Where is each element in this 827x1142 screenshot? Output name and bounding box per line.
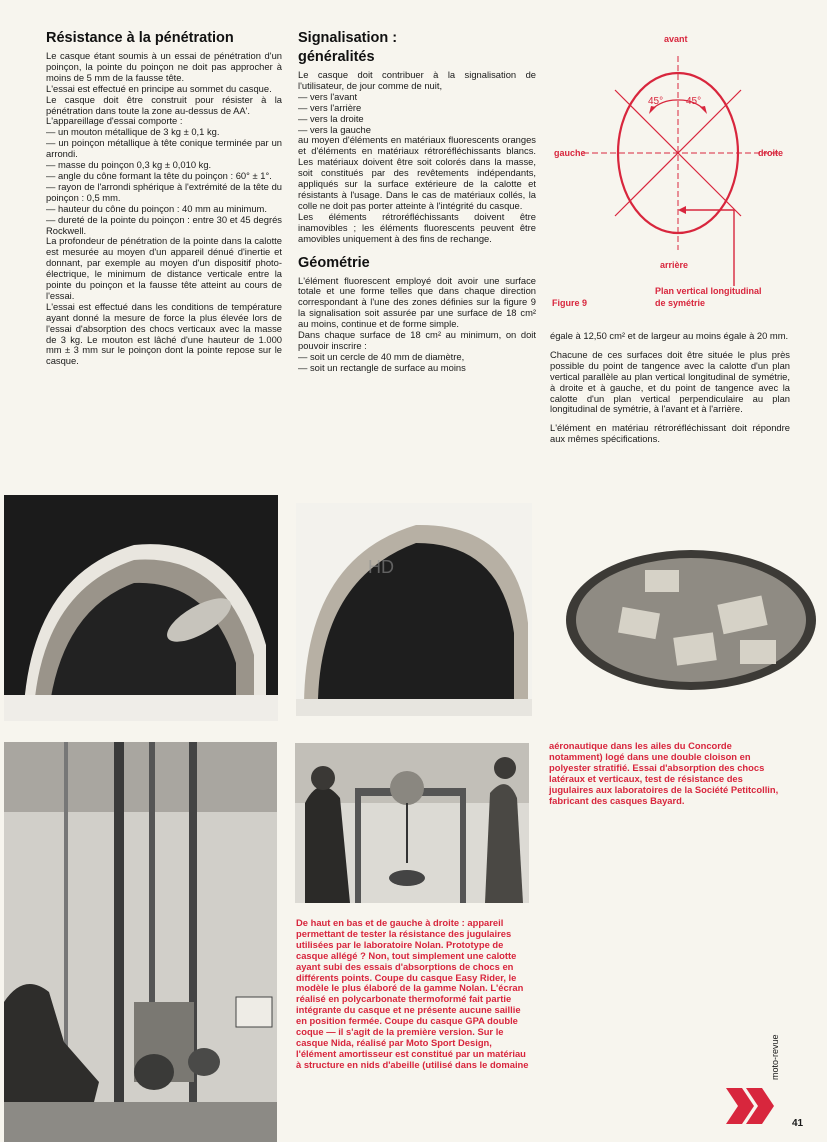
paragraph: L'élément fluorescent employé doit avoir une surface totale et une forme telles que dans chaque direction correspondant à l'une des zones définies sur la figure 9 la signalisation soit assurée par une surface de 18 cm² au moins, continue et de forme simple. — [298, 274, 536, 330]
paragraph: Les éléments rétroréfléchissants doivent être inamovibles ; les éléments fluorescents peuvent être amovibles uniquement à des fins de rechange. — [298, 210, 536, 244]
paragraph: — soit un rectangle de surface au moins — [298, 361, 466, 373]
label-gauche: gauche — [554, 148, 586, 158]
honeycomb-illustration — [560, 540, 822, 700]
photo-helmet-section-1 — [4, 495, 278, 721]
col1-text — [46, 51, 282, 367]
paragraph: L'élément en matériau rétroréfléchissant doit répondre aux mêmes spécifications. — [550, 422, 790, 445]
column-right — [550, 331, 790, 445]
logo-arrows-icon — [722, 1084, 778, 1128]
paragraph: — un poinçon métallique à tête conique terminée par un arrondi. — [46, 137, 282, 160]
paragraph: Dans chaque surface de 18 cm² au minimum, on doit pouvoir inscrire : — [298, 329, 536, 351]
paragraph: L'essai est effectué en principe au sommet du casque. — [46, 82, 272, 94]
figure-9-diagram — [548, 28, 798, 318]
caption-right: aéronautique dans les ailes du Concorde notamment) logé dans une double cloison en polyester stratifié. Essai d'absorption des chocs latéraux et verticaux, test de résistance des jugulaires aux laboratoires de la Société Petitcollin, fabricant des casques Bayard. — [549, 740, 779, 806]
label-arriere: arrière — [660, 260, 689, 270]
photo-lab-technicians — [295, 743, 529, 903]
paragraph: — vers la gauche — [298, 123, 371, 135]
helmet-cut-illustration-1 — [4, 495, 278, 721]
paragraph: — vers l'arrière — [298, 101, 362, 113]
magazine-name: moto-revue — [770, 1034, 780, 1080]
paragraph: — hauteur du cône du poinçon : 40 mm au minimum. — [46, 202, 267, 214]
label-angle-right: 45° — [686, 96, 702, 107]
paragraph: Le casque doit être construit pour résister à la pénétration dans toute la zone au-dessus de AA'. — [46, 93, 282, 116]
photo-helmet-section-2 — [296, 503, 532, 716]
label-plan-line2: de symétrie — [655, 298, 706, 308]
paragraph: égale à 12,50 cm² et de largeur au moins égale à 20 mm. — [550, 330, 789, 341]
paragraph: — masse du poinçon 0,3 kg ± 0,010 kg. — [46, 159, 212, 171]
paragraph: — dureté de la pointe du poinçon : entre 30 et 45 degrés Rockwell. — [46, 213, 282, 236]
heading-penetration: Résistance à la pénétration — [46, 30, 234, 46]
paragraph: Chacune de ces surfaces doit être située le plus près possible du point de tangence avec la calotte d'un plan vertical parallèle au plan vertical longitudinal de symétrie, à droite et à gauche, et du point de tangence avec la calotte d'un plan vertical perpendiculaire au plan longitudinal de symétrie, à l'avant et à l'arrière. — [550, 348, 790, 415]
test-rig-illustration — [4, 742, 277, 1142]
label-plan-line1: Plan vertical longitudinal — [655, 286, 762, 296]
col2-text — [298, 70, 536, 245]
helmet-cut-illustration-2 — [296, 503, 532, 716]
paragraph: — soit un cercle de 40 mm de diamètre, — [298, 350, 465, 362]
caption-center: De haut en bas et de gauche à droite : appareil permettant de tester la résistance des jugulaires utilisées par le laboratoire Nolan. Prototype de casque allégé ? Non, tout simplement une calotte ayant subi des essais d'absorptions de chocs en différents points. Coupe du casque Easy Rider, le modèle le plus élaboré de la gamme Nolan. L'écran réalisé en polycarbonate thermoformé fait partie intégrante du casque et ne présente aucune saillie en position fermée. Coupe du casque GPA double coque — il s'agit de la première version. Sur le casque Nida, réalisé par Moto Sport Design, l'élément amortisseur est constitué par un matériau à structure en nids d'abeille (utilisé dans le domaine — [296, 917, 529, 1070]
paragraph: La profondeur de pénétration de la pointe dans la calotte est mesurée au moyen d'un appareil dénué d'inertie et donnant, par exemple au moyen d'un dispositif photo-électrique, le minimum de distance verticale entre la pointe du poinçon et la fausse tête atteint au cours de l'essai. — [46, 235, 282, 301]
heading-geometrie: Géométrie — [298, 254, 370, 271]
figure-9-caption: Figure 9 — [552, 298, 588, 308]
paragraph: L'appareillage d'essai comporte : — [46, 115, 183, 127]
label-droite: droite — [758, 148, 784, 158]
paragraph: — angle du cône formant la tête du poinçon : 60° ± 1°. — [46, 169, 272, 181]
figure-9 — [548, 28, 798, 318]
paragraph: — rayon de l'arrondi sphérique à l'extrémité de la tête du poinçon : 0,5 mm. — [46, 180, 282, 203]
paragraph: — vers l'avant — [298, 90, 358, 102]
paragraph: Le casque étant soumis à un essai de pénétration d'un poinçon, la pointe du poinçon ne doit pas approcher à moins de 5 mm de la fausse tête. — [46, 50, 282, 83]
heading-generalites: généralités — [298, 49, 375, 65]
paragraph: Le casque doit contribuer à la signalisation de l'utilisateur, de jour comme de nuit, — [298, 69, 536, 91]
svg-text:HD: HD — [368, 557, 394, 577]
lab-illustration — [295, 743, 529, 903]
paragraph: L'essai est effectué dans les conditions de température ayant donné la mesure de force la plus élevée lors de l'essai d'absorption des chocs verticaux avec la masse de 3 kg. Le mouton est lâché d'une hauteur de 1.000 mm ± 3 mm sur le poinçon dont la pointe repose sur le casque. — [46, 300, 282, 367]
page-number: 41 — [792, 1118, 804, 1129]
magazine-logo — [722, 1084, 778, 1128]
column-middle — [298, 30, 536, 374]
paragraph: au moyen d'éléments en matériaux fluorescents oranges et d'éléments en matériaux rétroréfléchissants blancs. Les matériaux doivent être soit colorés dans la masse, soit constitués par des revêtements indépendants, appliqués sur la surface extérieure de la calotte et résistants à l'usage. Dans le cas de matériaux collés, la colle ne doit pas porter atteinte à l'intégrité du casque. — [298, 134, 536, 211]
column-left — [46, 30, 282, 367]
label-avant: avant — [664, 34, 688, 44]
photo-drop-test-rig — [4, 742, 277, 1142]
col2-text-geometry — [298, 276, 536, 374]
photo-honeycomb-liner — [560, 540, 822, 700]
paragraph: — un mouton métallique de 3 kg ± 0,1 kg. — [46, 126, 220, 138]
heading-signalisation: Signalisation : — [298, 30, 398, 46]
paragraph: — vers la droite — [298, 112, 364, 124]
label-angle-left: 45° — [648, 96, 664, 107]
